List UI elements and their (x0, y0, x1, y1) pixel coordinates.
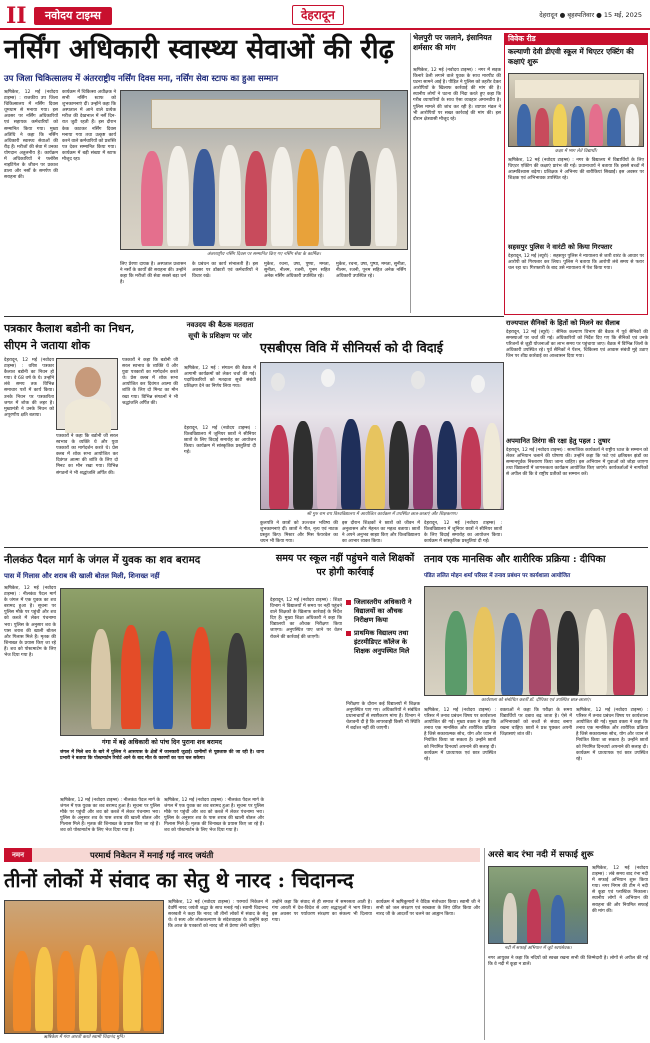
photo-banner (151, 99, 381, 129)
lead-photo-caption: अंतरराष्ट्रीय नर्सिंग दिवस पर सम्मानित किए गए नर्सिंग सेवा के कार्मिक। (207, 252, 321, 257)
person-figure (529, 609, 551, 695)
person-figure (13, 951, 31, 1031)
school-bullet: जिलास्तरीय अधिकारी ने विद्यालयों का औचक निरीक्षण किया (346, 598, 420, 625)
nilkanth-body-2: ऋषिकेश, 12 मई (नवोदय टाइम्स) : नीलकंठ पैदल मार्ग के जंगल में एक युवक का शव बरामद हुआ है। सूचना पर पुलिस मौके पर पहुंची और शव को कब्जे में लेकर पंचनामा भरा। पुलिस के अनुसार शव के पास शराब की खाली बोतल और गिलास मिले हैं। मृतक की शिनाख्त के प्रयास किए जा रहे हैं। शव को पोस्टमार्टम के लिए भेज दिया गया है। (60, 798, 162, 834)
baithak-body: ऋषिकेश, 12 मई : संगठन की बैठक में आगामी कार्यक्रमों को लेकर चर्चा की गई। पदाधिकारियों को मतदाता सूची संबंधी प्रशिक्षण देने का निर्णय लिया गया। (184, 366, 258, 390)
sbs-column-4: देहरादून, 12 मई (नवोदय टाइम्स) : विश्वविद्यालय में जूनियर छात्रों ने सीनियर छात्रों के लिए विदाई समारोह का आयोजन किया। कार्यक्रम में सांस्कृतिक प्रस्तुतियां दी गईं। (424, 521, 504, 545)
rambha-body-2: नगर आयुक्त ने कहा कि नदियों को स्वच्छ रखना सभी की जिम्मेदारी है। लोगों से अपील की गई कि वे नदी में कूड़ा न डालें। (488, 956, 650, 968)
narad-column-1: ऋषिकेश, 12 मई (नवोदय टाइम्स) : परमार्थ निकेतन में देवर्षि नारद जयंती श्रद्धा के साथ मनाई गई। स्वामी चिदानन्द सरस्वती ने कहा कि नारद जी तीनों लोकों में संवाद के सेतु थे। वे सत्य और लोककल्याण के संदेशवाहक थे। उन्होंने कहा कि आज के पत्रकारों को नारद जी से प्रेरणा लेनी चाहिए। (168, 900, 270, 930)
person-figure (227, 633, 247, 729)
meeting-body: देहरादून, 12 मई (ब्यूरो) : सैनिक कल्याण विभाग की बैठक में पूर्व सैनिकों की समस्याओं पर चर्चा की गई। अधिकारियों को निर्देश दिए गए कि सैनिकों एवं उनके परिजनों से जुड़ी योजनाओं का लाभ समय पर पहुंचाया जाए। बैठक में विभिन्न जिलों के अधिकारी उपस्थित रहे। पूर्व सैनिकों ने पेंशन, चिकित्सा एवं आवास संबंधी मुद्दे उठाए जिन पर शीघ्र कार्रवाई का आश्वासन दिया गया। (506, 330, 650, 360)
tusar-headline: अपमानित तिरंगा की रक्षा हेतु पहल : तुषार (506, 437, 611, 445)
vivek-body: ऋषिकेश, 12 मई (नवोदय टाइम्स) : नगर के विद्यालय में विद्यार्थियों के लिए थिएटर एक्टिंग की कक्षाएं प्रारंभ की गईं। प्रधानाचार्य ने बताया कि इससे बच्चों में आत्मविश्वास बढ़ेगा। प्रशिक्षक ने अभिनय की बारीकियां सिखाईं। इस अवसर पर शिक्षक एवं अभिभावक उपस्थित रहे। (508, 158, 646, 182)
meeting-headline: राज्यपाल सैनिकों के हितों को मिलने का सैलाब (506, 319, 620, 327)
person-figure (625, 104, 639, 146)
narad-banner (4, 848, 480, 862)
sbs-column-1: देहरादून, 12 मई (नवोदय टाइम्स) : विश्वविद्यालय में जूनियर छात्रों ने सीनियर छात्रों के लिए विदाई समारोह का आयोजन किया। कार्यक्रम में सांस्कृतिक प्रस्तुतियां दी गईं। (184, 426, 258, 456)
school-body-2: निरीक्षण के दौरान कई विद्यालयों में शिक्षक अनुपस्थित पाए गए। अधिकारियों ने संबंधित प्रधानाचार्यों से स्पष्टीकरण मांगा है। विभाग ने चेतावनी दी है कि लापरवाही किसी भी स्थिति में बर्दाश्त नहीं की जाएगी। (346, 702, 422, 732)
deepika-photo (424, 586, 648, 696)
sbs-column-2: कुलपति ने छात्रों को उज्ज्वल भविष्य की शुभकामनाएं दीं। छात्रों ने गीत, नृत्य एवं नाटक प्रस्तुत किए। मिस्टर और मिस फेयरवेल का चयन भी किया गया। (260, 521, 340, 545)
nilkanth-headline: नीलकंठ पैदल मार्ग के जंगल में युवक का शव बरामद (4, 554, 201, 566)
narad-column-3: कार्यक्रम में ऋषिकुमारों ने वैदिक मंत्रोच्चार किया। स्वामी जी ने सभी को जल संरक्षण एवं स्वच्छता के लिए प्रेरित किया और नारद जी के आदर्शों पर चलने का आह्वान किया। (376, 900, 482, 918)
person-figure (365, 425, 385, 509)
side-story-body: ऋषिकेश, 12 मई (नवोदय टाइम्स) : नगर में सड़क किनारे ठेली लगाने वाले युवक के साथ मारपीट की घटना सामने आई है। पीड़ित ने पुलिस को तहरीर देकर आरोपियों के खिलाफ कार्रवाई की मांग की है। स्थानीय लोगों ने घटना की निंदा करते हुए कहा कि गरीब व्यापारियों के साथ ऐसा व्यवहार अमानवीय है। पुलिस मामले की जांच कर रही है। व्यापार मंडल ने भी आरोपियों पर सख्त कार्रवाई की मांग की। इस दौरान क्षेत्रवासी मौजूद रहे। (413, 68, 503, 122)
person-figure (483, 423, 501, 509)
person-figure (341, 419, 361, 509)
person-figure (153, 631, 173, 729)
portrait-body (65, 399, 111, 433)
sbs-headline: एसबीएस विवि में सीनियर्स को दी विदाई (260, 340, 443, 355)
rambha-caption: नदी में सफाई अभियान में जुटे स्वयंसेवक। (504, 946, 572, 951)
paper-logo (34, 7, 112, 25)
person-figure (57, 951, 75, 1031)
person-figure (589, 104, 603, 146)
tusar-body: देहरादून, 12 मई (नवोदय टाइम्स) : सामाजिक कार्यकर्ता ने राष्ट्रीय ध्वज के सम्मान को लेकर अभियान चलाने की घोषणा की। उन्होंने कहा कि फटे एवं क्षतिग्रस्त झंडों का सम्मानपूर्वक निस्तारण किया जाना चाहिए। इस अभियान में युवाओं को जोड़ा जाएगा तथा विद्यालयों में जागरूकता कार्यक्रम आयोजित किए जाएंगे। कार्यकर्ताओं ने नागरिकों से अपील की कि वे राष्ट्रीय प्रतीकों का सम्मान करें। (506, 448, 650, 478)
police-body: देहरादून, 12 मई (ब्यूरो) : सहसपुर पुलिस ने न्यायालय से जारी वारंट के आधार पर आरोपी को गिरफ्तार कर लिया। पुलिस ने बताया कि आरोपी लंबे समय से फरार चल रहा था। गिरफ्तारी के बाद उसे न्यायालय में पेश किया गया। (508, 254, 646, 272)
lead-headline: नर्सिंग अधिकारी स्वास्थ्य सेवाओं की रीढ़ (4, 34, 394, 65)
nilkanth-bold-note: जंगल में मिले शव के बारे में पुलिस ने आसपास के क्षेत्रों में जानकारी जुटाई। ग्रामीणों से पूछताछ की जा रही है। थाना प्रभारी ने बताया कि पोस्टमार्टम रिपोर्ट आने के बाद मौत के कारणों का पता चल सकेगा। (60, 750, 266, 762)
sbs-column-3: इस दौरान शिक्षकों ने छात्रों को जीवन में अनुशासन और मेहनत का महत्व बताया। छात्रों ने अपने अनुभव साझा किए और विश्वविद्यालय का आभार व्यक्त किया। (342, 521, 422, 545)
person-figure (317, 427, 337, 509)
narad-banner-label: नमन (4, 848, 32, 862)
person-figure (293, 421, 313, 509)
person-figure (557, 611, 579, 695)
person-figure (219, 145, 241, 246)
balloon (471, 375, 485, 393)
page-number: II (6, 3, 27, 29)
lead-column-3: लिए प्रेरणा दायक है। अस्पताल प्रशासन ने नर्सों के कार्यों की सराहना की। उन्होंने कहा कि मरीजों की सेवा सबसे बड़ा धर्म है। (120, 262, 188, 286)
person-figure (445, 611, 467, 695)
person-figure (503, 893, 517, 943)
school-bullet: प्राथमिक विद्यालय तथा इंटरमीडिएट कॉलेज के शिक्षक अनुपस्थित मिले (346, 629, 420, 656)
condolence-column-1: देहरादून, 12 मई (नवोदय टाइम्स) : वरिष्ठ पत्रकार कैलाश बडोनी का निधन हो गया। वे 68 वर्ष के थे। उन्होंने लंबे समय तक विभिन्न समाचार पत्रों में कार्य किया। उनके निधन पर पत्रकारिता जगत में शोक की लहर है। मुख्यमंत्री ने उनके निधन को अपूरणीय क्षति बताया। (4, 358, 56, 418)
narad-photo (4, 900, 164, 1034)
person-figure (607, 108, 621, 146)
person-figure (437, 421, 457, 509)
bullet-marker (346, 631, 351, 636)
baithak-headline: नवउदय की बैठक मतदाता सूची के प्रशिक्षण पर जोर (186, 321, 254, 340)
deepika-body-2: वक्ताओं ने कहा कि परीक्षा के समय विद्यार्थियों पर दबाव बढ़ जाता है। ऐसे में अभिभावकों को बच्चों से संवाद बनाए रखना चाहिए। छात्रों ने प्रश्न पूछकर अपनी जिज्ञासाएं शांत कीं। (500, 708, 574, 738)
person-figure (191, 627, 211, 729)
person-figure (167, 146, 189, 246)
school-bullets (346, 598, 420, 698)
person-figure (193, 149, 215, 246)
nilkanth-body: ऋषिकेश, 12 मई (नवोदय टाइम्स) : नीलकंठ पैदल मार्ग के जंगल में एक युवक का शव बरामद हुआ है। सूचना पर पुलिस मौके पर पहुंची और शव को कब्जे में लेकर पंचनामा भरा। पुलिस के अनुसार शव के पास शराब की खाली बोतल और गिलास मिले हैं। मृतक की शिनाख्त के प्रयास किए जा रहे हैं। शव को पोस्टमार्टम के लिए भेज दिया गया है। (4, 586, 58, 659)
lead-column-6: मुकेश, रचना, उषा, पुष्पा, ममता, सुनीता, नीलम, रजनी, पूनम सहित अनेक नर्सिंग अधिकारी उपस्थित रहे। (336, 262, 408, 280)
deepika-caption: कार्यशाला को संबोधित करतीं डॉ. दीपिका एवं उपस्थित छात्र-छात्राएं। (481, 698, 591, 703)
person-figure (553, 104, 567, 146)
column-divider (410, 33, 411, 313)
person-figure (375, 148, 397, 246)
person-figure (271, 147, 293, 246)
person-figure (613, 613, 635, 695)
person-figure (123, 947, 141, 1031)
person-figure (101, 951, 119, 1031)
sbs-caption: श्री गुरु राम राय विश्वविद्यालय में आयोजित कार्यक्रम में उपस्थित छात्र-छात्राएं और शिक्षकगण। (306, 512, 458, 517)
rambha-body: ऋषिकेश, 12 मई (नवोदय टाइम्स) : लंबे समय बाद रंभा नदी में सफाई अभियान शुरू किया गया। नगर निगम की टीम ने नदी से कूड़ा एवं प्लास्टिक निकाला। स्थानीय लोगों ने अभियान की सराहना की और नियमित सफाई की मांग की। (592, 866, 650, 914)
section-rule (4, 547, 648, 548)
person-figure (269, 425, 289, 509)
narad-caption: ऋषिकेश में गंगा आरती करते स्वामी चिदानंद मुनि। (43, 1035, 125, 1040)
rambha-photo (488, 866, 588, 944)
person-figure (297, 149, 319, 246)
person-figure (585, 609, 607, 695)
narad-column-2: उन्होंने कहा कि संवाद से ही समाज में समरसता आती है। गंगा आरती में देश-विदेश से आए श्रद्धालुओं ने भाग लिया। इस अवसर पर पर्यावरण संरक्षण का संकल्प भी दिलाया गया। (272, 900, 374, 924)
vivek-headline: कल्याणी देवी डीएवी स्कूल में थिएटर एक्टिंग की कक्षाएं शुरू (508, 47, 634, 66)
sbs-photo (260, 362, 504, 510)
rambha-headline: अरसे बाद रंभा नदी में सफाई शुरू (488, 850, 594, 860)
deepika-subhead: पंडित ललित मोहन शर्मा परिसर में तनाव प्रबंधन पर कार्यशाला आयोजित (424, 573, 571, 579)
paper-name: नवोदय टाइम्स (45, 9, 101, 22)
person-figure (413, 425, 433, 509)
school-headline: समय पर स्कूल नहीं पहुंचने वाले शिक्षकों पर होगी कार्रवाई (275, 553, 415, 578)
nilkanth-subhead: पास में गिलास और शराब की खाली बोतल मिली, शिनाख्त नहीं (4, 572, 160, 580)
narad-banner-text: परमार्थ निकेतन में मनाई गई नारद जयंती (90, 850, 214, 860)
person-figure (551, 895, 565, 943)
condolence-photo (56, 358, 118, 430)
condolence-headline: पत्रकार कैलाश बडोनी का निधन, सीएम ने जताया शोक (4, 322, 135, 352)
person-figure (535, 108, 549, 146)
person-figure (91, 629, 111, 729)
lead-column-5: मुकेश, रचना, उषा, पुष्पा, ममता, सुनीता, नीलम, रजनी, पूनम सहित अनेक नर्सिंग अधिकारी उपस्थित रहे। (264, 262, 332, 280)
condolence-column-3: पत्रकारों ने कहा कि बडोनी जी सरल स्वभाव के व्यक्ति थे और युवा पत्रकारों का मार्गदर्शन करते थे। प्रेस क्लब में शोक सभा आयोजित कर दिवंगत आत्मा की शांति के लिए दो मिनट का मौन रखा गया। विभिन्न संगठनों ने भी श्रद्धांजलि अर्पित की। (122, 358, 180, 406)
deepika-body-3: ऋषिकेश, 12 मई (नवोदय टाइम्स) : परिसर में तनाव प्रबंधन विषय पर कार्यशाला आयोजित की गई। मुख्य वक्ता ने कहा कि तनाव एक मानसिक और शारीरिक प्रक्रिया है जिसे सकारात्मक सोच, योग और ध्यान से नियंत्रित किया जा सकता है। उन्होंने छात्रों को नियमित दिनचर्या अपनाने की सलाह दी। कार्यक्रम में प्राध्यापक एवं छात्र उपस्थित रहे। (576, 708, 650, 762)
narad-headline: तीनों लोकों में संवाद का सेतु थे नारद : चिदानन्द (4, 868, 354, 892)
person-figure (141, 151, 163, 246)
deepika-headline: तनाव एक मानसिक और शारीरिक प्रक्रिया : दीपिका (424, 554, 606, 565)
person-figure (323, 146, 345, 246)
nilkanth-photo-caption: गंगा में बहे अधिकारी को पांच दिन पुराना शव बरामद (102, 739, 222, 746)
vivek-photo (508, 73, 644, 147)
portrait-head (75, 367, 101, 397)
side-story-headline: भेलपुरी पर जलाने, इंसानियत शर्मसार की मांग (413, 33, 492, 52)
column-divider (484, 848, 485, 1040)
condolence-column-2: पत्रकारों ने कहा कि बडोनी जी सरल स्वभाव के व्यक्ति थे और युवा पत्रकारों का मार्गदर्शन करते थे। प्रेस क्लब में शोक सभा आयोजित कर दिवंगत आत्मा की शांति के लिए दो मिनट का मौन रखा गया। विभिन्न संगठनों ने भी श्रद्धांजलि अर्पित की। (56, 434, 120, 476)
person-figure (245, 151, 267, 246)
dateline: देहरादून ● बृहस्पतिवार ● 15 मई, 2025 (539, 11, 642, 19)
nilkanth-body-3: ऋषिकेश, 12 मई (नवोदय टाइम्स) : नीलकंठ पैदल मार्ग के जंगल में एक युवक का शव बरामद हुआ है। सूचना पर पुलिस मौके पर पहुंची और शव को कब्जे में लेकर पंचनामा भरा। पुलिस के अनुसार शव के पास शराब की खाली बोतल और गिलास मिले हैं। मृतक की शिनाख्त के प्रयास किए जा रहे हैं। शव को पोस्टमार्टम के लिए भेज दिया गया है। (164, 798, 266, 834)
person-figure (389, 421, 409, 509)
vivek-label: विवेक रीड (504, 33, 648, 45)
lead-column-2: कार्यक्रम में चिकित्सा अधीक्षक ने सभी नर्सिंग स्टाफ को शुभकामनाएं दीं। उन्होंने कहा कि अस्पताल में आने वाले प्रत्येक मरीज की देखभाल में नर्सें दिन-रात जुटी रहती हैं। इस दौरान केक काटकर नर्सिंग दिवस मनाया गया तथा उत्कृष्ट कार्य करने वाले कर्मचारियों को प्रशस्ति पत्र देकर सम्मानित किया गया। कार्यक्रम में बड़ी संख्या में स्टाफ मौजूद रहा। (62, 90, 118, 163)
person-figure (143, 951, 161, 1031)
person-figure (571, 106, 585, 146)
person-figure (501, 613, 523, 695)
deepika-body: ऋषिकेश, 12 मई (नवोदय टाइम्स) : परिसर में तनाव प्रबंधन विषय पर कार्यशाला आयोजित की गई। मुख्य वक्ता ने कहा कि तनाव एक मानसिक और शारीरिक प्रक्रिया है जिसे सकारात्मक सोच, योग और ध्यान से नियंत्रित किया जा सकता है। उन्होंने छात्रों को नियमित दिनचर्या अपनाने की सलाह दी। कार्यक्रम में प्राध्यापक एवं छात्र उपस्थित रहे। (424, 708, 498, 762)
person-figure (79, 945, 97, 1031)
school-body: देहरादून, 12 मई (नवोदय टाइम्स) : शिक्षा विभाग ने विद्यालयों में समय पर नहीं पहुंचने वाले शिक्षकों के खिलाफ कार्रवाई के निर्देश दिए हैं। मुख्य शिक्षा अधिकारी ने कहा कि विद्यालयों का औचक निरीक्षण किया जाएगा। अनुपस्थित पाए जाने पर वेतन रोकने की कार्रवाई की जाएगी। (270, 598, 344, 640)
lead-photo (120, 90, 408, 250)
balloon (411, 371, 425, 389)
photo-banner (515, 80, 639, 98)
lead-column-4: के प्रबंधन का कार्य संभालती हैं। इस अवसर पर डॉक्टरों एवं कर्मचारियों ने विचार रखे। (192, 262, 260, 280)
person-figure (461, 427, 481, 509)
balloon (271, 373, 285, 391)
lead-column-1: ऋषिकेश, 12 मई (नवोदय टाइम्स) : राजकीय उप जिला चिकित्सालय में नर्सिंग दिवस धूमधाम से मनाया गया। इस अवसर पर नर्सिंग अधिकारियों एवं सहायक कर्मचारियों को सम्मानित किया गया। मुख्य अतिथि ने कहा कि नर्सिंग अधिकारी स्वास्थ्य सेवाओं की रीढ़ हैं। मरीजों की सेवा में उनका योगदान अतुलनीय है। कार्यक्रम में अधिकारियों ने फ्लोरेंस नाइटिंगेल के जीवन पर प्रकाश डाला और नर्सों के समर्पण की सराहना की। (4, 90, 60, 181)
vivek-caption: कक्षा में भाग लेते विद्यार्थी। (554, 149, 598, 154)
section-rule (4, 316, 504, 317)
nilkanth-photo (60, 588, 264, 736)
person-figure (473, 607, 495, 695)
person-figure (35, 947, 53, 1031)
bullet-marker (346, 600, 351, 605)
person-figure (517, 104, 531, 146)
balloon (321, 369, 335, 387)
lead-subhead: उप जिला चिकित्सालय में अंतरराष्ट्रीय नर्सिंग दिवस मना, नर्सिंग सेवा स्टाफ का हुआ सम्मान (4, 73, 278, 83)
person-figure (527, 889, 541, 943)
person-figure (121, 625, 141, 729)
person-figure (349, 151, 371, 246)
section-name: देहरादून (292, 5, 344, 25)
masthead (0, 0, 650, 30)
police-headline: सहसपुर पुलिस ने वारंटी को किया गिरफ्तार (508, 243, 613, 251)
